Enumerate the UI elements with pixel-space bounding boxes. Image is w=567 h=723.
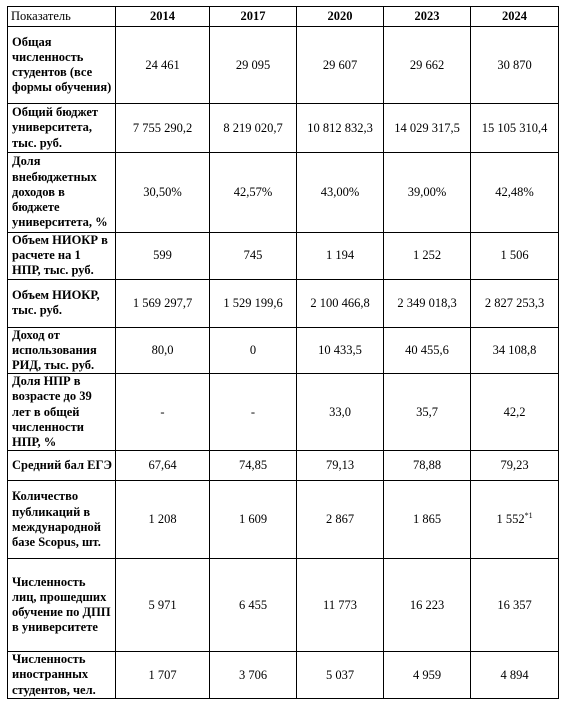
cell-value: 67,64	[148, 458, 177, 473]
cell-value: 2 867	[325, 512, 355, 527]
cell-value: 2 827 253,3	[484, 295, 545, 310]
column-header-year: 2014	[116, 7, 210, 27]
table-cell	[116, 652, 210, 699]
table-cell	[297, 327, 384, 374]
cell-value: 29 662	[409, 57, 445, 72]
table-cell	[297, 652, 384, 699]
cell-value: 74,85	[238, 458, 268, 473]
cell-value: 1 529 199,6	[223, 295, 283, 310]
cell-value: 15 105 310,4	[481, 120, 548, 135]
cell-value: 79,13	[325, 458, 355, 473]
cell-value: 745	[243, 248, 263, 263]
table-cell	[210, 104, 297, 153]
table-cell	[116, 104, 210, 153]
cell-value: 10 433,5	[318, 342, 362, 357]
table-cell	[471, 233, 559, 280]
table-cell	[384, 481, 471, 559]
cell-value: -	[250, 404, 256, 419]
table-cell	[471, 327, 559, 374]
cell-value: 10 812 832,3	[307, 120, 373, 135]
table-row	[8, 327, 559, 374]
row-label: Доля НПР в возрасте до 39 лет в общей численности НПР, %	[8, 374, 116, 451]
table-cell	[384, 327, 471, 374]
cell-value: 2 100 466,8	[310, 295, 370, 310]
cell-value: 34 108,8	[492, 342, 537, 357]
cell-value: 4 894	[500, 667, 529, 682]
cell-value: 599	[153, 248, 172, 263]
table-cell	[471, 652, 559, 699]
cell-value: 80,0	[151, 342, 174, 357]
table-cell	[297, 104, 384, 153]
row-label: Численность иностранных студентов, чел.	[8, 652, 116, 699]
column-header-indicator: Показатель	[8, 7, 116, 27]
cell-value: 79,23	[500, 458, 529, 473]
table-cell	[297, 153, 384, 233]
table-cell	[210, 279, 297, 327]
table-row	[8, 153, 559, 233]
table-cell	[116, 327, 210, 374]
table-cell	[210, 481, 297, 559]
cell-value: 42,2	[503, 404, 526, 419]
cell-value: 29 607	[322, 57, 358, 72]
cell-value: 24 461	[145, 57, 180, 72]
cell-value: 1 569 297,7	[132, 295, 193, 310]
table-body	[8, 27, 559, 699]
table-cell	[384, 153, 471, 233]
row-label: Средний бал ЕГЭ	[8, 451, 116, 481]
cell-value: -	[160, 404, 165, 419]
table-cell	[297, 481, 384, 559]
table-cell	[384, 559, 471, 652]
table-cell	[297, 374, 384, 451]
cell-value: 1 865	[412, 512, 442, 527]
cell-value: 16 223	[409, 597, 445, 612]
table-cell	[384, 451, 471, 481]
column-header-year: 2020	[297, 7, 384, 27]
cell-value: 29 095	[235, 57, 271, 72]
table-cell	[297, 233, 384, 280]
cell-value: 6 455	[238, 597, 268, 612]
cell-value: 30 870	[497, 57, 532, 72]
table-cell	[297, 27, 384, 104]
table-cell	[210, 559, 297, 652]
header-row	[8, 7, 559, 27]
cell-value: 1 194	[325, 248, 355, 263]
row-label: Общий бюджет университета, тыс. руб.	[8, 104, 116, 153]
cell-value: 16 357	[497, 597, 532, 612]
cell-value: 5 037	[325, 667, 355, 682]
cell-value: 33,0	[329, 404, 351, 419]
table-cell	[297, 279, 384, 327]
table-cell	[116, 374, 210, 451]
table-cell	[384, 374, 471, 451]
table-cell	[210, 652, 297, 699]
cell-value: 1 707	[148, 667, 177, 682]
row-label: Объем НИОКР, тыс. руб.	[8, 279, 116, 327]
table-cell	[210, 233, 297, 280]
cell-value: 35,7	[416, 404, 438, 419]
cell-value: 8 219 020,7	[223, 120, 283, 135]
cell-value: 1 552	[496, 512, 525, 527]
table-cell	[116, 153, 210, 233]
cell-value: 30,50%	[143, 185, 182, 199]
cell-value: 43,00%	[320, 185, 360, 199]
column-header-year: 2023	[384, 7, 471, 27]
table-cell	[471, 451, 559, 481]
cell-value: 4 959	[412, 667, 442, 682]
table-cell	[384, 279, 471, 327]
table-cell	[384, 104, 471, 153]
table-cell	[210, 374, 297, 451]
table-cell	[297, 559, 384, 652]
cell-value: 78,88	[412, 458, 442, 473]
table-cell	[471, 279, 559, 327]
table-row	[8, 233, 559, 280]
cell-value: 11 773	[323, 597, 357, 612]
column-header-year: 2024	[471, 7, 559, 27]
footnote-mark: *1	[524, 511, 533, 521]
table-cell	[116, 451, 210, 481]
cell-value: 0	[249, 342, 257, 357]
table-cell	[210, 451, 297, 481]
table-cell	[471, 481, 559, 559]
cell-value: 5 971	[148, 597, 177, 612]
table-row	[8, 27, 559, 104]
cell-value: 14 029 317,5	[394, 120, 460, 135]
table-cell	[116, 279, 210, 327]
table-cell	[471, 104, 559, 153]
table-row	[8, 104, 559, 153]
cell-value: 1 252	[412, 248, 442, 263]
cell-value: 3 706	[238, 667, 268, 682]
cell-value: 1 506	[500, 248, 529, 263]
statistics-table	[7, 6, 559, 699]
table-cell	[210, 327, 297, 374]
row-label: Количество публикаций в международной базе Scopus, шт.	[8, 481, 116, 559]
row-label: Объем НИОКР в расчете на 1 НПР, тыс. руб.	[8, 233, 116, 280]
row-label: Доход от использования РИД, тыс. руб.	[8, 327, 116, 374]
table-row	[8, 451, 559, 481]
table-cell	[297, 451, 384, 481]
cell-value: 7 755 290,2	[132, 120, 193, 135]
cell-value: 2 349 018,3	[397, 295, 457, 310]
table-row	[8, 374, 559, 451]
table-cell	[116, 481, 210, 559]
table-cell	[210, 153, 297, 233]
table-cell	[471, 153, 559, 233]
table-cell	[471, 374, 559, 451]
cell-value: 40 455,6	[405, 342, 449, 357]
table-cell	[384, 233, 471, 280]
column-header-year: 2017	[210, 7, 297, 27]
table-cell	[210, 27, 297, 104]
table-cell	[116, 27, 210, 104]
cell-value: 1 208	[148, 512, 177, 527]
cell-value: 42,57%	[233, 185, 273, 199]
table-cell	[384, 652, 471, 699]
table-cell	[384, 27, 471, 104]
cell-value: 1 609	[238, 512, 268, 527]
table-row	[8, 559, 559, 652]
table-cell	[471, 27, 559, 104]
table-cell	[471, 559, 559, 652]
row-label: Численность лиц, прошедших обучение по ДПП в университете	[8, 559, 116, 652]
table-cell	[116, 233, 210, 280]
cell-value: 42,48%	[495, 185, 534, 199]
table-row	[8, 279, 559, 327]
cell-value: 39,00%	[407, 185, 447, 199]
row-label: Доля внебюджетных доходов в бюджете университета, %	[8, 153, 116, 233]
table-row	[8, 652, 559, 699]
table-row	[8, 481, 559, 559]
table-cell	[116, 559, 210, 652]
row-label: Общая численность студентов (все формы обучения)	[8, 27, 116, 104]
